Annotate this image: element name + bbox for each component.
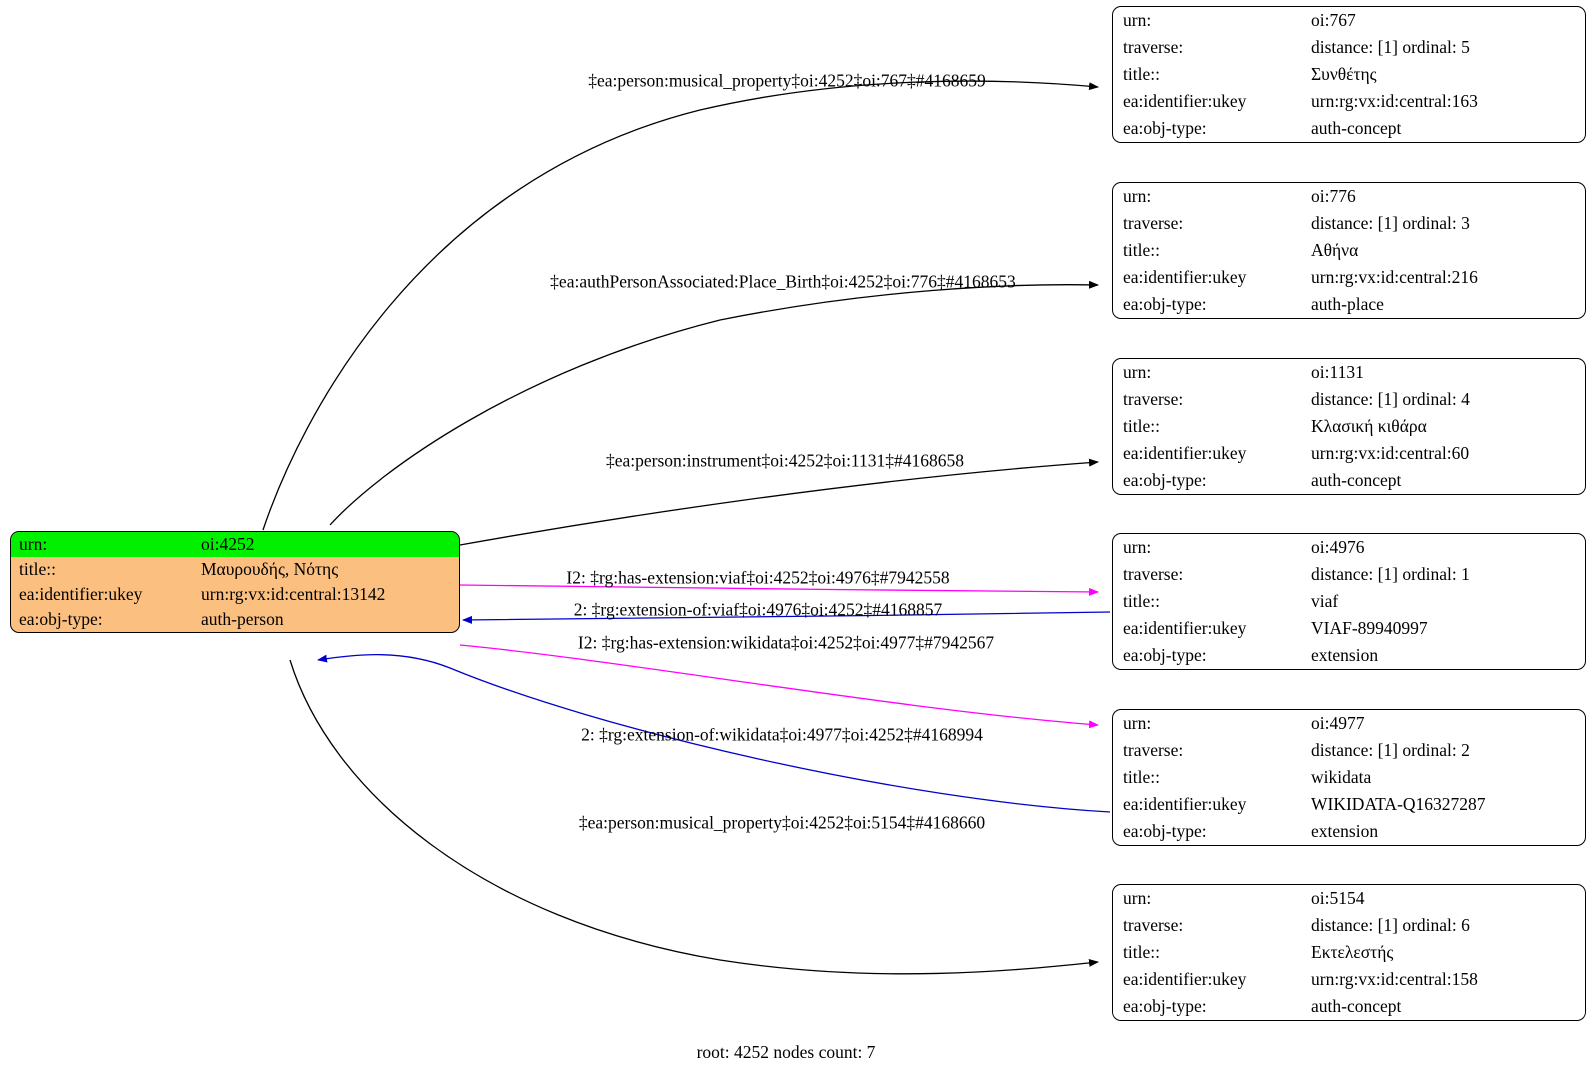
row-key: urn: xyxy=(11,532,193,557)
node-row xyxy=(1113,264,1585,291)
node-row xyxy=(1113,61,1585,88)
node-row xyxy=(1113,588,1585,615)
row-value: extension xyxy=(1311,645,1379,665)
row-key: ea:identifier:ukey xyxy=(1123,91,1247,111)
edge-label-musical-property-767: ‡ea:person:musical_property‡oi:4252‡oi:767‡#4168659 xyxy=(588,70,986,91)
row-value: auth-person xyxy=(201,609,284,629)
row-value: auth-place xyxy=(1311,294,1384,314)
node-row xyxy=(1113,210,1585,237)
node-row xyxy=(1113,7,1585,34)
node-row xyxy=(11,607,459,632)
row-key: ea:obj-type: xyxy=(19,609,103,629)
node-oi767[interactable] xyxy=(1112,6,1586,143)
node-row xyxy=(1113,237,1585,264)
row-key: title:: xyxy=(1123,240,1160,260)
node-row xyxy=(1113,440,1585,467)
row-key: traverse: xyxy=(1123,740,1184,760)
row-key: ea:identifier:ukey xyxy=(1123,618,1247,638)
edge-label-place-birth-776: ‡ea:authPersonAssociated:Place_Birth‡oi:4252‡oi:776‡#4168653 xyxy=(550,271,1016,292)
row-key: ea:identifier:ukey xyxy=(1123,969,1247,989)
row-key: traverse: xyxy=(1123,37,1184,57)
row-key: traverse: xyxy=(1123,389,1184,409)
row-key: title:: xyxy=(1123,591,1160,611)
node-row xyxy=(1113,818,1585,845)
row-value: auth-concept xyxy=(1311,996,1402,1016)
node-row xyxy=(1113,386,1585,413)
row-value: urn:rg:vx:id:central:158 xyxy=(1311,969,1478,989)
row-value: WIKIDATA-Q16327287 xyxy=(1311,794,1486,814)
row-key: urn: xyxy=(1123,537,1152,557)
node-row xyxy=(1113,791,1585,818)
node-row xyxy=(1113,966,1585,993)
row-key: ea:identifier:ukey xyxy=(1123,443,1247,463)
edge-label-instrument-1131: ‡ea:person:instrument‡oi:4252‡oi:1131‡#4168658 xyxy=(605,450,965,471)
node-row xyxy=(1113,993,1585,1020)
node-row xyxy=(1113,912,1585,939)
node-row xyxy=(1113,413,1585,440)
row-value: oi:767 xyxy=(1311,10,1356,30)
row-value: Αθήνα xyxy=(1311,240,1359,260)
row-value: oi:4252 xyxy=(193,532,459,557)
row-value: VIAF-89940997 xyxy=(1311,618,1428,638)
edge-path-place-birth-776 xyxy=(330,285,1098,525)
edge-label-has-extension-viaf: I2: ‡rg:has-extension:viaf‡oi:4252‡oi:4976‡#7942558 xyxy=(566,567,950,588)
node-row xyxy=(1113,291,1585,318)
node-row xyxy=(11,557,459,582)
row-key: ea:identifier:ukey xyxy=(1123,794,1247,814)
row-key: title:: xyxy=(1123,416,1160,436)
row-key: title:: xyxy=(1123,942,1160,962)
row-value: Συνθέτης xyxy=(1311,64,1377,84)
row-key: ea:obj-type: xyxy=(1123,645,1207,665)
node-row xyxy=(1113,115,1585,142)
row-key: ea:obj-type: xyxy=(1123,294,1207,314)
row-value: distance: [1] ordinal: 2 xyxy=(1311,740,1470,760)
row-value: urn:rg:vx:id:central:163 xyxy=(1311,91,1478,111)
node-row xyxy=(11,582,459,607)
row-key: traverse: xyxy=(1123,564,1184,584)
row-value: distance: [1] ordinal: 4 xyxy=(1311,389,1470,409)
row-key: traverse: xyxy=(1123,915,1184,935)
node-row xyxy=(1113,534,1585,561)
row-value: oi:4977 xyxy=(1311,713,1365,733)
node-row xyxy=(1113,885,1585,912)
row-value: auth-concept xyxy=(1311,470,1402,490)
row-value: Εκτελεστής xyxy=(1311,942,1394,962)
row-value: urn:rg:vx:id:central:60 xyxy=(1311,443,1470,463)
node-row xyxy=(1113,467,1585,494)
row-value: viaf xyxy=(1311,591,1339,611)
node-row xyxy=(1113,34,1585,61)
node-oi1131[interactable] xyxy=(1112,358,1586,495)
row-key: urn: xyxy=(1123,186,1152,206)
node-row xyxy=(1113,183,1585,210)
row-value: wikidata xyxy=(1311,767,1372,787)
node-oi5154[interactable] xyxy=(1112,884,1586,1021)
row-key: title:: xyxy=(19,559,56,579)
node-row xyxy=(1113,359,1585,386)
row-value: distance: [1] ordinal: 3 xyxy=(1311,213,1470,233)
row-value: Μαυρουδής, Νότης xyxy=(201,559,339,579)
row-key: urn: xyxy=(1123,888,1152,908)
row-key: title:: xyxy=(1123,767,1160,787)
row-value: distance: [1] ordinal: 1 xyxy=(1311,564,1470,584)
edge-label-extension-of-viaf: 2: ‡rg:extension-of:viaf‡oi:4976‡oi:4252‡#4168857 xyxy=(573,599,943,620)
row-value: urn:rg:vx:id:central:216 xyxy=(1311,267,1478,287)
row-key: ea:obj-type: xyxy=(1123,821,1207,841)
row-key: urn: xyxy=(1123,10,1152,30)
edge-path-has-extension-wikidata xyxy=(460,645,1098,725)
row-value: distance: [1] ordinal: 5 xyxy=(1311,37,1470,57)
node-oi776[interactable] xyxy=(1112,182,1586,319)
row-value: distance: [1] ordinal: 6 xyxy=(1311,915,1470,935)
node-row xyxy=(1113,710,1585,737)
node-oi4976[interactable] xyxy=(1112,533,1586,670)
row-value: extension xyxy=(1311,821,1379,841)
node-row xyxy=(1113,88,1585,115)
edge-label-extension-of-wikidata: 2: ‡rg:extension-of:wikidata‡oi:4977‡oi:4252‡#4168994 xyxy=(581,724,983,745)
node-root-oi4252[interactable] xyxy=(10,531,460,633)
row-key: urn: xyxy=(1123,362,1152,382)
row-value: oi:4976 xyxy=(1311,537,1365,557)
row-value: auth-concept xyxy=(1311,118,1402,138)
edge-label-musical-property-5154: ‡ea:person:musical_property‡oi:4252‡oi:5154‡#4168660 xyxy=(578,812,986,833)
node-oi4977[interactable] xyxy=(1112,709,1586,846)
row-key: ea:identifier:ukey xyxy=(1123,267,1247,287)
node-row xyxy=(1113,737,1585,764)
row-value: oi:5154 xyxy=(1311,888,1365,908)
row-key: ea:obj-type: xyxy=(1123,118,1207,138)
node-row xyxy=(1113,642,1585,669)
row-key: ea:obj-type: xyxy=(1123,470,1207,490)
row-key: title:: xyxy=(1123,64,1160,84)
row-value: Κλασική κιθάρα xyxy=(1311,416,1427,436)
row-key: ea:obj-type: xyxy=(1123,996,1207,1016)
row-key: traverse: xyxy=(1123,213,1184,233)
graph-footer-caption: root: 4252 nodes count: 7 xyxy=(696,1042,876,1062)
edge-label-has-extension-wikidata: I2: ‡rg:has-extension:wikidata‡oi:4252‡oi:4977‡#7942567 xyxy=(577,632,995,653)
node-row xyxy=(1113,561,1585,588)
row-value: urn:rg:vx:id:central:13142 xyxy=(201,584,386,604)
row-key: ea:identifier:ukey xyxy=(19,584,143,604)
node-row xyxy=(1113,764,1585,791)
row-key: urn: xyxy=(1123,713,1152,733)
node-row xyxy=(1113,939,1585,966)
node-row xyxy=(1113,615,1585,642)
row-value: oi:776 xyxy=(1311,186,1356,206)
node-row xyxy=(11,532,459,557)
edge-path-instrument-1131 xyxy=(460,462,1098,545)
row-value: oi:1131 xyxy=(1311,362,1364,382)
